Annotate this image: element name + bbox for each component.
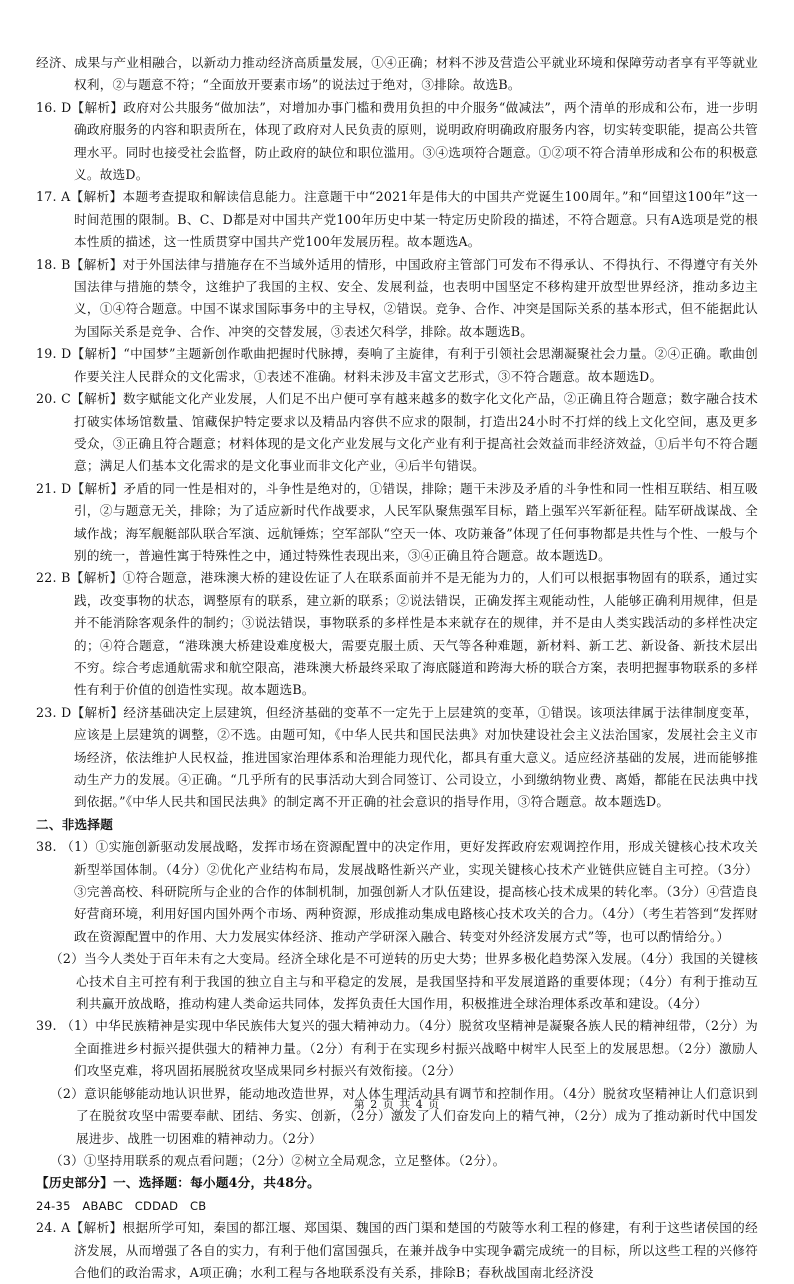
- answer-key-line: 24-35 ABABC CDDAD CB: [36, 1198, 207, 1213]
- answer-paragraph: 22. B【解析】①符合题意，港珠澳大桥的建设佐证了人在联系面前并不是无能为力的，人们可以根据事物固有的联系，通过实践，改变事物的状态，调整原有的联系，建立新的联系；②说法错误，正确发挥主观能动性，人能够正确利用规律，但是并不能消除客观条件的制约；③说法错误，事物联系的多样性是本来就存在的规律，并不是由人类实践活动的多样性决定的；④符合题意，“港珠澳大桥建设难度极大，需要克服土质、天气等各种难题，新材料、新工艺、新设备、新技术层出不穷。综合考虑通航需求和航空限高，港珠澳大桥最终采取了海底隧道和跨海大桥的联合方案，表明把握事物联系的多样性有利于价值的创造性实现。故本题选B。: [36, 570, 758, 698]
- answer-paragraph: 21. D【解析】矛盾的同一性是相对的，斗争性是绝对的，①错误，排除；题干未涉及矛盾的斗争性和同一性相互联结、相互吸引，②与题意无关，排除；为了适应新时代作战要求，人民军队聚焦强军目标，踏上强军兴军新征程。陆军研战谋战、全域作战；海军舰艇部队联合军演、远航锤炼；空军部队“空天一体、攻防兼备”体现了任何事物都是共性与个性、一般与个别的统一，普遍性寓于特殊性之中，通过特殊性表现出来，③④正确且符合题意。故本题选D。: [36, 480, 758, 563]
- answer-paragraph: 23. D【解析】经济基础决定上层建筑，但经济基础的变革不一定先于上层建筑的变革，①错误。该项法律属于法律制度变革，应该是上层建筑的调整，②不选。由题可知，《中华人民共和国民法典》对加快建设社会主义法治国家，发展社会主义市场经济，依法维护人民权益，推进国家治理体系和治理能力现代化，都具有重大意义。适应经济基础的发展，进而能够推动生产力的发展。④正确。“几乎所有的民事活动大到合同签订、公司设立，小到缴纳物业费、离婚，都能在民法典中找到依据。”《中华人民共和国民法典》的制定离不开正确的社会意识的指导作用，③符合题意。故本题选D。: [36, 704, 758, 810]
- section-heading: 【历史部分】一、选择题：每小题4分，共48分。: [36, 1175, 320, 1191]
- page-footer: 第 2 页 共 4 页: [353, 1098, 441, 1111]
- answer-paragraph: （2）当今人类处于百年未有之大变局。经济全球化是不可逆转的历史大势；世界多极化趋势深入发展。（4分）我国的关键核心技术自主可控有利于我国的独立自主与和平稳定的发展，是我国坚持和平发展道路的重要体现；（4分）有利于推动互利共赢开放战略，推动构建人类命运共同体，发挥负责任大国作用，积极推进全球治理体系改革和建设。（4分）: [50, 951, 758, 1012]
- answer-paragraph: 19. D【解析】“中国梦”主题新创作歌曲把握时代脉搏，奏响了主旋律，有利于引领社会思潮凝聚社会力量。②④正确。歌曲创作要关注人民群众的文化需求，①表述不准确。材料未涉及丰富文艺形式，③不符合题意。故本题选D。: [36, 346, 758, 384]
- answer-paragraph: （3）①坚持用联系的观点看问题；（2分）②树立全局观念，立足整体。（2分）。: [50, 1152, 506, 1168]
- answer-paragraph: 39. （1）中华民族精神是实现中华民族伟大复兴的强大精神动力。（4分）脱贫攻坚精神是凝聚各族人民的精神纽带，（2分）为全面推进乡村振兴提供强大的精神力量。（2分）有利于在实现乡村振兴战略中树牢人民至上的发展思想。（2分）激励人们攻坚克难，将巩固拓展脱贫攻坚成果同乡村振兴有效衔接。（2分）: [36, 1018, 758, 1079]
- answer-paragraph: 经济、成果与产业相融合，以新动力推动经济高质量发展，①④正确；材料不涉及营造公平就业环境和保障劳动者享有平等就业权利，②与题意不符；“全面放开要素市场”的说法过于绝对，③排除。故选B。: [36, 55, 758, 93]
- answer-paragraph: 18. B【解析】对于外国法律与措施存在不当域外适用的情形，中国政府主管部门可发布不得承认、不得执行、不得遵守有关外国法律与措施的禁令，这维护了我国的主权、安全、发展利益，也表明中国坚定不移构建开放型世界经济，推动多边主义，①④符合题意。中国不谋求国际事务中的主导权，②错误。竞争、合作、冲突是国际关系的基本形式，但不能据此认为国际关系是竞争、合作、冲突的交替发展，③表述欠科学，排除。故本题选B。: [36, 256, 758, 339]
- answer-paragraph: 17. A【解析】本题考查提取和解读信息能力。注意题干中“2021年是伟大的中国共产党诞生100周年。”和“回望这100年”这一时间范围的限制。B、C、D都是对中国共产党100年历史中某一特定历史阶段的描述，不符合题意。只有A选项是党的根本性质的描述，这一性质贯穿中国共产党100年发展历程。故本题选A。: [36, 189, 758, 250]
- answer-paragraph: 20. C【解析】数字赋能文化产业发展，人们足不出户便可享有越来越多的数字化文化产品，②正确且符合题意；数字融合技术打破实体场馆数量、馆藏保护特定要求以及精品内容供不应求的限制，打造出24小时不打烊的线上文化空间，惠及更多受众，③正确且符合题意；材料体现的是文化产业发展与文化产业有利于提高社会效益而非经济效益，①后半句不符合题意；满足人们基本文化需求的是文化事业而非文化产业，④后半句错误。: [36, 391, 758, 474]
- answer-paragraph: 38. （1）①实施创新驱动发展战略，发挥市场在资源配置中的决定作用，更好发挥政府宏观调控作用，形成关键核心技术攻关新型举国体制。（4分）②优化产业结构布局，发展战略性新兴产业，实现关键核心技术产业链供应链自主可控。（3分）③完善高校、科研院所与企业的合作的体制机制，加强创新人才队伍建设，提高核心技术成果的转化率。（3分）④营造良好营商环境，利用好国内国外两个市场、两种资源，形成推动集成电路核心技术攻关的合力。（4分）（考生若答到“发挥财政在资源配置中的作用、大力发展实体经济、推动产学研深入融合、转变对外经济发展方式”等，也可以酌情给分。）: [36, 839, 758, 944]
- answer-paragraph: 24. A【解析】根据所学可知，秦国的都江堰、郑国渠、魏国的西门渠和楚国的芍陂等水利工程的修建，有利于这些诸侯国的经济发展，从而增强了各自的实力，有利于他们富国强兵，在兼并战争中实现争霸完成统一的目标，所以这些工程的兴修符合他们的政治需求，A项正确；水利工程与各地联系没有关系，排除B；春秋战国南北经济没: [36, 1220, 758, 1280]
- section-heading: 二、非选择题: [36, 816, 114, 832]
- answer-paragraph: （2）意识能够能动地认识世界，能动地改造世界，对人体生理活动具有调节和控制作用。（4分）脱贫攻坚精神让人们意识到了在脱贫攻坚中需要奉献、团结、务实、创新，（2分）激发了人们奋发向上的精气神，（2分）成为了推动新时代中国发展进步、战胜一切困难的精神动力。（2分）: [50, 1085, 758, 1146]
- answer-paragraph: 16. D【解析】政府对公共服务“做加法”，对增加办事门槛和费用负担的中介服务“做减法”，两个清单的形成和公布，进一步明确政府服务的内容和职责所在，体现了政府对人民负责的原则，说明政府明确政府服务内容，切实转变职能，提高公共管理水平。同时也接受社会监督，防止政府的缺位和职位滥用。③④选项符合题意。①②项不符合清单形成和公布的积极意义。故选D。: [36, 99, 758, 183]
